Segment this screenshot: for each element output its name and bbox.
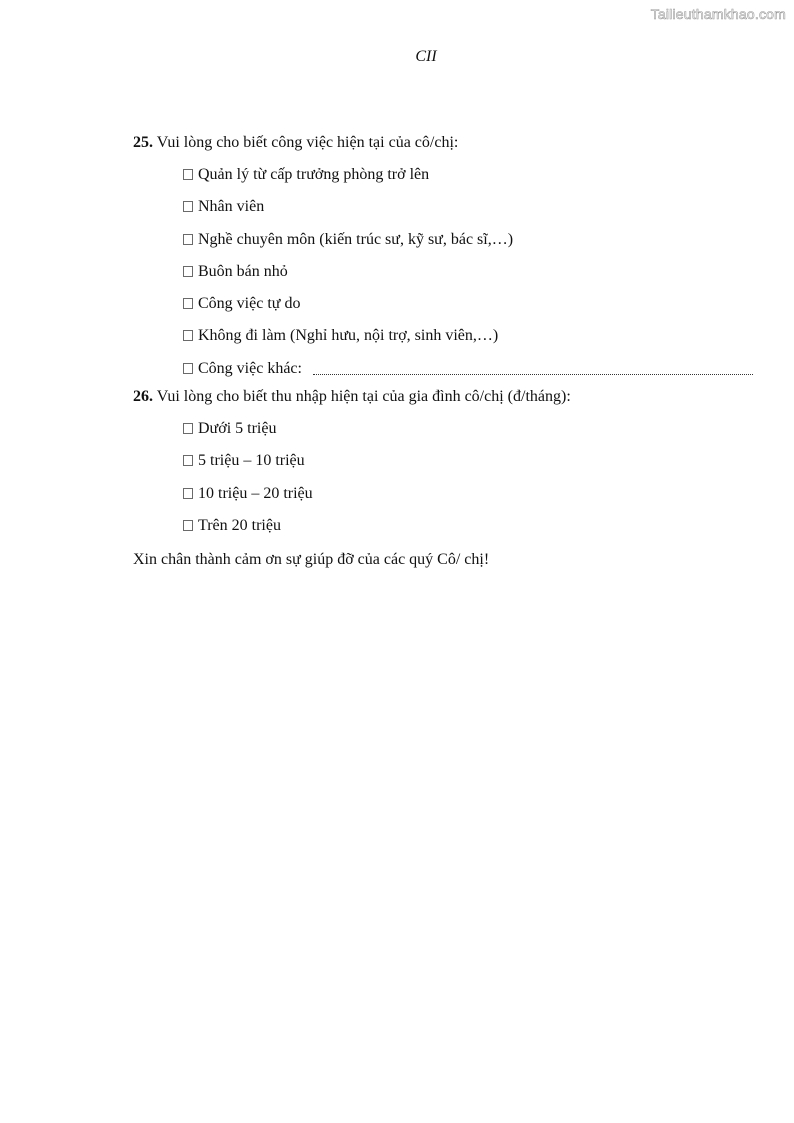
option-label: 5 triệu – 10 triệu — [198, 452, 305, 470]
option-label: Dưới 5 triệu — [198, 420, 277, 438]
checkbox-icon[interactable] — [183, 234, 193, 245]
checkbox-icon[interactable] — [183, 520, 193, 531]
option-small-business — [133, 256, 763, 288]
option-label: Quản lý từ cấp trưởng phòng trở lên — [198, 166, 430, 183]
option-freelance — [133, 288, 763, 320]
option-employee — [133, 191, 763, 223]
option-income-5-10 — [133, 445, 763, 477]
checkbox-icon[interactable] — [183, 488, 193, 499]
checkbox-icon[interactable] — [183, 298, 193, 309]
option-label: Công việc khác: — [198, 359, 302, 377]
closing-thanks: Xin chân thành cảm ơn sự giúp đỡ của các quý Cô/ chị! — [133, 551, 490, 569]
checkbox-icon[interactable] — [183, 363, 193, 374]
question-number: 25. — [133, 134, 153, 151]
question-26 — [133, 385, 763, 409]
option-management — [133, 159, 763, 191]
survey-content — [133, 131, 763, 572]
page-header: CII — [415, 48, 437, 65]
fill-in-dotted-line[interactable] — [313, 374, 753, 375]
checkbox-icon[interactable] — [183, 455, 193, 466]
option-not-working — [133, 320, 763, 352]
option-label: Buôn bán nhỏ — [198, 262, 288, 280]
option-professional — [133, 224, 763, 256]
checkbox-icon[interactable] — [183, 330, 193, 341]
checkbox-icon[interactable] — [183, 266, 193, 277]
watermark-text: Tailieuthamkhao.com — [650, 6, 786, 22]
checkbox-icon[interactable] — [183, 201, 193, 212]
checkbox-icon[interactable] — [183, 169, 193, 180]
option-label: 10 triệu – 20 triệu — [198, 484, 313, 502]
option-other-job — [133, 353, 763, 385]
question-25 — [133, 131, 763, 155]
option-income-10-20 — [133, 478, 763, 510]
question-text: Vui lòng cho biết công việc hiện tại của cô/chị: — [156, 134, 459, 151]
option-label: Trên 20 triệu — [198, 516, 281, 534]
option-label: Không đi làm (Nghỉ hưu, nội trợ, sinh viên,…) — [198, 327, 499, 345]
option-label: Nghề chuyên môn (kiến trúc sư, kỹ sư, bác sĩ,…) — [198, 230, 514, 248]
option-income-under-5 — [133, 413, 763, 445]
option-label: Nhân viên — [198, 198, 265, 216]
question-number: 26. — [133, 388, 153, 406]
option-label: Công việc tự do — [198, 295, 301, 313]
option-income-over-20 — [133, 510, 763, 542]
question-text: Vui lòng cho biết thu nhập hiện tại của gia đình cô/chị (đ/tháng): — [156, 388, 571, 406]
checkbox-icon[interactable] — [183, 423, 193, 434]
